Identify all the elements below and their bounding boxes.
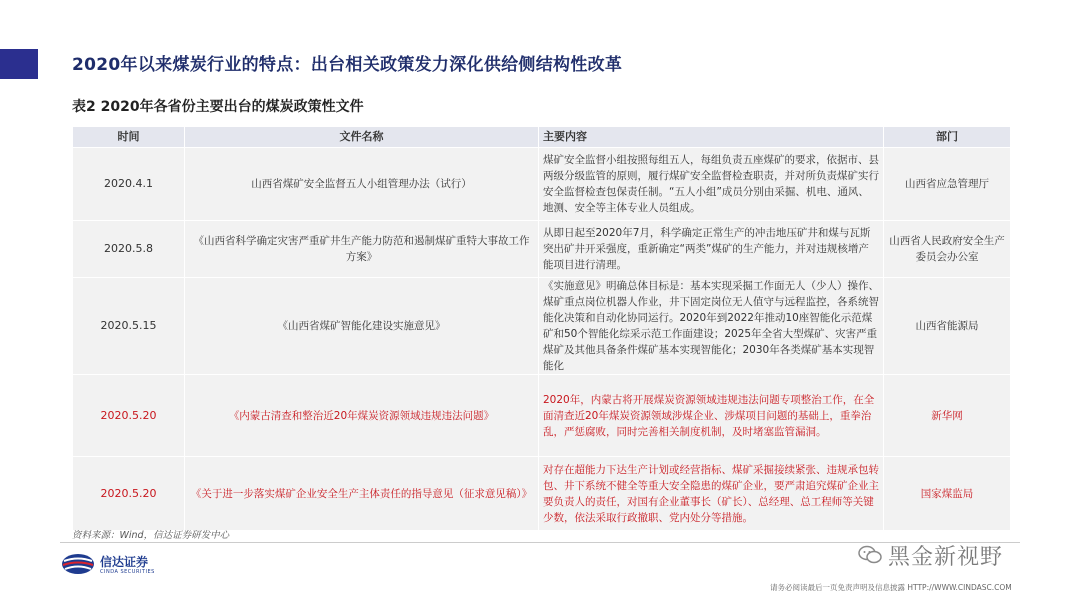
cell-content: 对存在超能力下达生产计划或经营指标、煤矿采掘接续紧张、违规承包转包、井下系统不健全等重大安全隐患的煤矿企业，要严肃追究煤矿企业主要负责人的责任，对国有企业董事长（矿长）、总经理、总工程师等关键少数，依法采取行政撤职、党内处分等措施。 <box>539 457 884 531</box>
table-header-row <box>73 127 1011 148</box>
cell-dept: 山西省人民政府安全生产委员会办公室 <box>884 221 1011 278</box>
cell-content: 煤矿安全监督小组按照每组五人，每组负责五座煤矿的要求，依据市、县两级分级监管的原则，履行煤矿安全监督检查职责，并对所负责煤矿实行安全监督检查包保责任制。“五人小组”成员分别由采掘、机电、通风、地测、安全等主体专业人员组成。 <box>539 148 884 221</box>
cell-time: 2020.5.20 <box>73 457 185 531</box>
disclaimer: 请务必阅读最后一页免责声明及信息披露 HTTP://WWW.CINDASC.COM <box>770 583 1012 592</box>
header-time: 时间 <box>73 127 185 148</box>
policy-table <box>72 126 1011 531</box>
slide-title: 2020年以来煤炭行业的特点：出台相关政策发力深化供给侧结构性改革 <box>72 55 623 75</box>
cell-time: 2020.5.20 <box>73 375 185 457</box>
cell-file-name: 《山西省煤矿智能化建设实施意见》 <box>185 278 539 375</box>
wechat-icon <box>858 545 882 565</box>
cell-file-name: 《山西省科学确定灾害严重矿井生产能力防范和遏制煤矿重特大事故工作方案》 <box>185 221 539 278</box>
title-accent-bar <box>0 49 38 79</box>
cell-content: 《实施意见》明确总体目标是：基本实现采掘工作面无人（少人）操作、煤矿重点岗位机器人作业，井下固定岗位无人值守与远程监控，各系统智能化决策和自动化协同运行。2020年到2022年推动10座智能化示范煤矿和50个智能化综采示范工作面建设；2025年全省大型煤矿、灾害严重煤矿及其他具备条件煤矿基本实现智能化；2030年各类煤矿基本实现智能化 <box>539 278 884 375</box>
cell-dept: 山西省应急管理厅 <box>884 148 1011 221</box>
cell-dept: 新华网 <box>884 375 1011 457</box>
cell-content: 从即日起至2020年7月，科学确定正常生产的冲击地压矿井和煤与瓦斯突出矿井开采强度，重新确定“两类”煤矿的生产能力，并对违规核增产能项目进行清理。 <box>539 221 884 278</box>
cell-content: 2020年，内蒙古将开展煤炭资源领域违规违法问题专项整治工作，在全面清查近20年煤炭资源领域涉煤企业、涉煤项目问题的基础上，重拳治乱，严惩腐败，同时完善相关制度机制，及时堵塞监管漏洞。 <box>539 375 884 457</box>
cell-dept: 山西省能源局 <box>884 278 1011 375</box>
header-file-name: 文件名称 <box>185 127 539 148</box>
table-title: 表2 2020年各省份主要出台的煤炭政策性文件 <box>72 99 364 115</box>
source-note: 资料来源：Wind，信达证券研发中心 <box>72 530 230 541</box>
logo-name: 信达证券 <box>100 555 149 569</box>
cell-time: 2020.4.1 <box>73 148 185 221</box>
table-row <box>73 278 1011 375</box>
cell-dept: 国家煤监局 <box>884 457 1011 531</box>
cell-file-name: 山西省煤矿安全监督五人小组管理办法（试行） <box>185 148 539 221</box>
footer-divider <box>60 542 1020 543</box>
table-row <box>73 457 1011 531</box>
table-row <box>73 221 1011 278</box>
header-content: 主要内容 <box>539 127 884 148</box>
cell-time: 2020.5.8 <box>73 221 185 278</box>
watermark: 黑金新视野 <box>888 545 1004 570</box>
header-dept: 部门 <box>884 127 1011 148</box>
logo-subtitle: CINDA SECURITIES <box>100 569 155 575</box>
cell-file-name: 《内蒙古清查和整治近20年煤炭资源领域违规违法问题》 <box>185 375 539 457</box>
cell-time: 2020.5.15 <box>73 278 185 375</box>
table-row <box>73 375 1011 457</box>
table-row <box>73 148 1011 221</box>
cell-file-name: 《关于进一步落实煤矿企业安全生产主体责任的指导意见（征求意见稿）》 <box>185 457 539 531</box>
